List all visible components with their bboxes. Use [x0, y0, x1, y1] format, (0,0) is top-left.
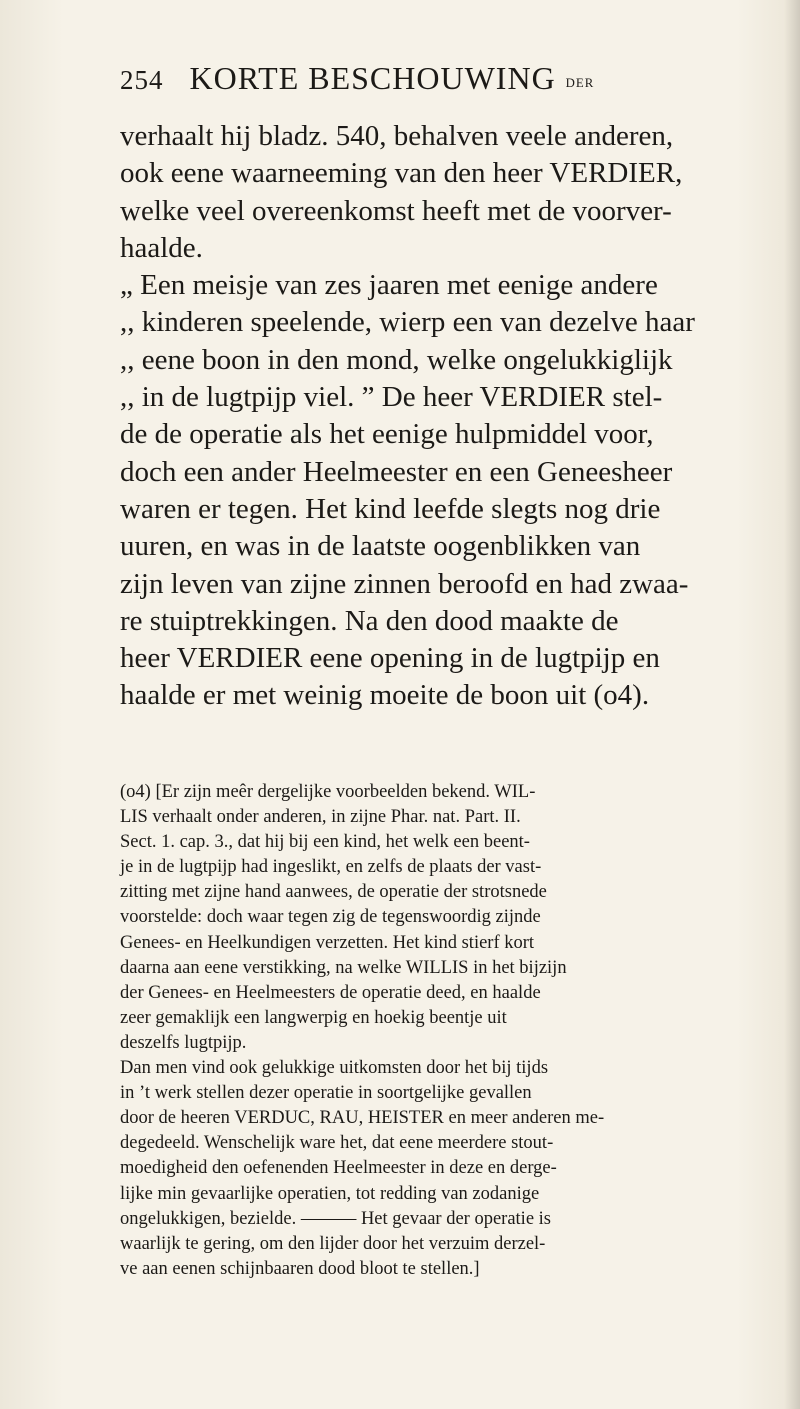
text-line: re stuiptrekkingen. Na den dood maakte de: [120, 604, 619, 637]
text-line: uuren, en was in de laatste oogenblikken van: [120, 530, 641, 563]
text-line: ,, kinderen speelende, wierp een van dezelve haar: [120, 306, 695, 339]
text-line: „ Een meisje van zes jaaren met eenige andere: [120, 269, 658, 302]
footnote-line: daarna aan eene verstikking, na welke WILLIS in het bijzijn: [120, 957, 567, 978]
footnote-line: in ’t werk stellen dezer operatie in soortgelijke gevallen: [120, 1083, 532, 1104]
footnote-line: moedigheid den oefenenden Heelmeester in deze en derge-: [120, 1158, 557, 1179]
footnote-line: ongelukkigen, bezielde. ——— Het gevaar der operatie is: [120, 1208, 551, 1229]
footnote-line: deszelfs lugtpijp.: [120, 1032, 247, 1053]
footnote-line: Sect. 1. cap. 3., dat hij bij een kind, het welk een beent-: [120, 832, 530, 853]
text-line: ook eene waarneeming van den heer VERDIER,: [120, 157, 683, 190]
text-line: doch een ander Heelmeester en een Geneesheer: [120, 455, 673, 488]
footnote-line: degedeeld. Wenschelijk ware het, dat eene meerdere stout-: [120, 1133, 554, 1154]
footnote-line: voorstelde: doch waar tegen zig de tegenswoordig zijnde: [120, 907, 541, 928]
footnote-line: (o4) [Er zijn meêr dergelijke voorbeelden bekend. WIL-: [120, 782, 536, 802]
running-head: [120, 60, 740, 106]
footnote-line: zitting met zijne hand aanwees, de operatie der strotsnede: [120, 882, 547, 903]
text-line: haalde er met weinig moeite de boon uit (o4).: [120, 679, 650, 712]
footnote-line: zeer gemaklijk een langwerpig en hoekig beentje uit: [120, 1007, 507, 1028]
footnote-line: lijke min gevaarlijke operatien, tot redding van zodanige: [120, 1183, 540, 1204]
footnote-line: LIS verhaalt onder anderen, in zijne Phar. nat. Part. II.: [120, 807, 521, 828]
text-line: haalde.: [120, 231, 203, 264]
footnote-line: der Genees- en Heelmeesters de operatie deed, en haalde: [120, 982, 541, 1003]
footnote-line: ve aan eenen schijnbaaren dood bloot te stellen.]: [120, 1258, 480, 1279]
page-edge-shadow: [784, 0, 800, 1409]
footnote-line: je in de lugtpijp had ingeslikt, en zelfs de plaats der vast-: [120, 857, 542, 878]
text-line: waren er tegen. Het kind leefde slegts nog drie: [120, 492, 661, 525]
footnote-block: [120, 780, 760, 1282]
footnote-line: door de heeren VERDUC, RAU, HEISTER en meer anderen me-: [120, 1108, 605, 1129]
text-line: ,, in de lugtpijp viel. ” De heer VERDIER stel-: [120, 381, 663, 414]
text-line: de de operatie als het eenige hulpmiddel voor,: [120, 418, 654, 451]
text-line: heer VERDIER eene opening in de lugtpijp en: [120, 642, 660, 675]
main-text-block: [120, 118, 760, 715]
running-head-title: KORTE BESCHOUWING: [189, 60, 556, 96]
text-line: zijn leven van zijne zinnen beroofd en had zwaa-: [120, 567, 689, 600]
text-line: welke veel overeenkomst heeft met de voorver-: [120, 194, 672, 227]
text-line: verhaalt hij bladz. 540, behalven veele anderen,: [120, 120, 674, 152]
running-head-catchword: DER: [565, 76, 595, 90]
footnote-line: waarlijk te gering, om den lijder door het verzuim derzel-: [120, 1233, 546, 1254]
footnote-line: Genees- en Heelkundigen verzetten. Het kind stierf kort: [120, 932, 535, 953]
page-number: 254: [120, 65, 164, 95]
footnote-line: Dan men vind ook gelukkige uitkomsten door het bij tijds: [120, 1058, 549, 1079]
text-line: ,, eene boon in den mond, welke ongelukkiglijk: [120, 343, 673, 376]
